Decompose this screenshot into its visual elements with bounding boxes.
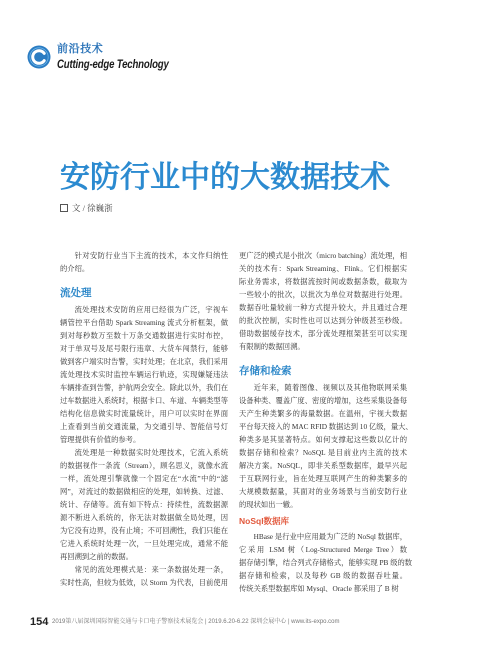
right-column — [239, 249, 413, 595]
text-line: 做到客户端实时告警，实时处理；在北京，我们采用 — [60, 357, 228, 366]
text-line: 近年来，随着图像、视频以及其他物联网采集 — [253, 383, 407, 392]
text-line: 据存储引擎，结合列式存储格式，能够实现 PB 级的数 — [239, 558, 413, 567]
text-line: 常见的流处理模式是：来一条数据处理一条， — [74, 565, 228, 574]
text-line: 针对安防行业当下主流的技术，本文作归纳性 — [74, 251, 228, 260]
section-label-cn: 前沿技术 — [57, 43, 104, 55]
text-line: 数据吞吐量较前一种方式提升较大，并且通过合理 — [239, 303, 407, 312]
text-line: 解决方案。NoSQL，即非关系型数据库，最早兴起 — [239, 461, 407, 470]
section-label-en: Cutting-edge Technology — [57, 57, 169, 71]
page-number: 154 — [30, 616, 49, 628]
text-line: 一样，流处理引擎就像一个固定在“水流”中的“滤 — [60, 474, 228, 483]
text-line: 传统关系型数据库如 Mysql、Oracle 都采用了 B 树 — [239, 584, 399, 593]
text-line: 上查看到当前交通流量，为交通引导、智能信号灯 — [60, 422, 228, 431]
text-line: 据存储和检索，以及每秒 GB 级的数据吞吐量。 — [239, 571, 407, 580]
paragraph — [60, 249, 228, 275]
text-line: 到对每秒数万至数十万条交通数据进行实时布控， — [60, 331, 228, 340]
text-line: 平台每天接入的 MAC RFID 数据达到 10 亿级，量大、 — [239, 422, 413, 431]
text-line: 天产生种类繁多的海量数据。在温州，宇视大数据 — [239, 409, 407, 418]
text-line: 际业务需求，将数据流按时间或数据条数，截取为 — [239, 277, 407, 286]
text-line: 流处理技术实时监控车辆运行轨迹，实现嫌疑违法 — [60, 370, 228, 379]
text-line: 车辆排查到告警，护航两会安全。除此以外，我们在 — [60, 383, 228, 392]
text-line: 过车数据进入系统时，根据卡口、车道、车辆类型等 — [60, 396, 228, 405]
text-line: 的现状如出一辙。 — [239, 500, 298, 509]
text-line: 大规模数据量，其面对的业务场景与当前安防行业 — [239, 487, 407, 496]
text-line: 流处理技术安防的应用已经很为广泛，宇视车 — [74, 305, 228, 314]
text-line: 对于单双号及尾号限行违章、大货车闯禁行，能够 — [60, 344, 228, 353]
text-line: 有限制的数据回溯。 — [239, 342, 305, 351]
c-ring-logo-icon — [27, 45, 51, 69]
paragraph — [239, 249, 407, 353]
text-line: 管理提供有价值的参考。 — [60, 435, 141, 444]
text-line: 的批次控制，实时性也可以达到分钟级甚至秒级。 — [239, 316, 407, 325]
footer-note: 2019第八届深圳国际智能交通与卡口电子警察技术展览会 | 2019.6.20-6.22 深圳会展中心 | www.its-expo.com — [52, 619, 340, 625]
text-line: 数据存储和检索？NoSQL 是目前业内主流的技术 — [239, 448, 407, 457]
author-box-icon — [60, 204, 68, 212]
text-line: 于互联网行业，旨在处理互联网产生的种类繁多的 — [239, 474, 407, 483]
text-line: 的数据视作一条流（Stream），顾名思义，就像水流 — [60, 461, 228, 470]
author-line — [60, 203, 113, 214]
text-line: 它进入系统时处理一次，一旦处理完成，通常不能 — [60, 539, 228, 548]
paragraph — [239, 530, 413, 595]
text-line: 统计、存储等。流有如下特点：持续性，流数据源 — [60, 500, 228, 509]
text-line: 更广泛的模式是小批次（micro batching）流处理，相 — [239, 251, 408, 260]
section-heading: 流处理 — [60, 287, 92, 299]
text-line: 再回溯到之前的数据。 — [60, 552, 133, 561]
text-line: 借助数据缓存技术，部分流处理框架甚至可以实现 — [239, 329, 407, 338]
text-line: 关的技术有：Spark Streaming、Flink。它们根据实 — [239, 264, 407, 273]
text-line: 为它没有边界，没有止境；不可回溯性，我们只能在 — [60, 526, 228, 535]
text-line: 流处理是一种数据实时处理技术，它流入系统 — [74, 448, 228, 457]
text-line: 辆管控平台借助 Spark Streaming 流式分析框架，做 — [60, 318, 228, 327]
paragraph — [239, 381, 413, 511]
subsection-heading: NoSql数据库 — [239, 516, 290, 526]
section-heading: 存储和检索 — [239, 365, 292, 377]
left-column — [60, 249, 228, 589]
paragraph — [60, 446, 228, 563]
text-line: 种类多是其显著特点。如何支撑起这些数以亿计的 — [239, 435, 407, 444]
logo-graphic — [27, 45, 51, 69]
text-line: 一些较小的批次，以批次为单位对数据进行处理。 — [239, 290, 407, 299]
paragraph — [60, 563, 228, 589]
text-line: 网”，对流过的数据做相应的处理，如转换、过滤、 — [60, 487, 228, 496]
text-line: 的介绍。 — [60, 264, 90, 273]
text-line: HBase 是行业中应用最为广泛的 NoSql 数据库， — [253, 532, 407, 541]
text-line: 源不断进入系统的，你无法对数据做全局处理，因 — [60, 513, 228, 522]
text-line: 设备种类、覆盖广度、密度的增加，这些采集设备每 — [239, 396, 407, 405]
author-name: 文 / 徐巍浙 — [72, 203, 113, 213]
article-title: 安防行业中的大数据技术 — [60, 161, 390, 194]
paragraph — [60, 303, 228, 446]
text-line: 它采用 LSM 树（Log-Structured Merge Tree）数 — [239, 545, 407, 554]
text-line: 结构化信息做实时流量统计，用户可以实时在界面 — [60, 409, 228, 418]
text-line: 实时性高，但较为低效，以 Storm 为代表，目前使用 — [60, 578, 228, 587]
